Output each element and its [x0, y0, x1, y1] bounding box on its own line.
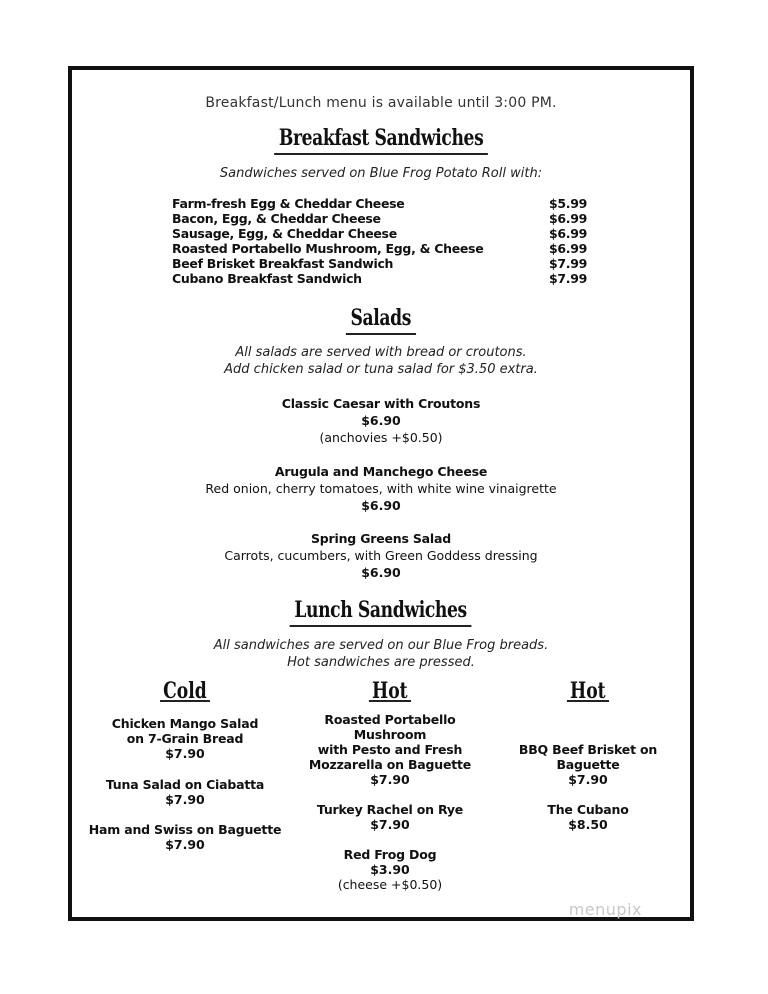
lunch-item-price: $7.90 — [165, 746, 205, 761]
salads-section-title-wrap — [72, 305, 690, 335]
breakfast-item — [172, 271, 588, 286]
column-title: Hot — [567, 684, 609, 702]
lunch-note-1: All sandwiches are served on our Blue Frog breads. — [213, 638, 549, 653]
salad-item-name: Arugula and Manchego Cheese — [274, 464, 488, 479]
menu-frame — [68, 66, 694, 921]
breakfast-item — [172, 241, 588, 256]
lunch-item-name-line2: with Pesto and Fresh — [317, 742, 463, 757]
breakfast-section-title: Breakfast Sandwiches — [274, 125, 488, 155]
breakfast-item-price: $6.99 — [549, 211, 588, 226]
breakfast-section-title-wrap — [72, 125, 690, 155]
breakfast-item-name: Cubano Breakfast Sandwich — [172, 271, 362, 286]
lunch-item-name-line2: on 7-Grain Bread — [126, 731, 244, 746]
breakfast-item — [172, 256, 588, 271]
lunch-item-price: $7.90 — [165, 837, 205, 852]
breakfast-item-name: Roasted Portabello Mushroom, Egg, & Cheese — [172, 241, 484, 256]
lunch-item-price: $3.90 — [370, 862, 410, 877]
lunch-item-name: Roasted Portabello Mushroom — [324, 712, 456, 742]
salad-item — [72, 395, 690, 446]
breakfast-item-price: $6.99 — [549, 226, 588, 241]
breakfast-item-price: $6.99 — [549, 241, 588, 256]
salad-item-description: Carrots, cucumbers, with Green Goddess dressing — [224, 548, 538, 563]
lunch-section-title-wrap — [72, 597, 690, 627]
breakfast-item — [172, 226, 588, 241]
lunch-item-price: $8.50 — [568, 817, 608, 832]
salads-section-title: Salads — [346, 305, 416, 335]
lunch-section-title: Lunch Sandwiches — [290, 597, 472, 627]
lunch-item-price: $7.90 — [568, 772, 608, 787]
salad-item-extra: (anchovies +$0.50) — [319, 430, 443, 445]
salad-item — [72, 530, 690, 581]
breakfast-item-price: $5.99 — [549, 196, 588, 211]
lunch-item-name: Turkey Rachel on Rye — [316, 802, 464, 817]
lunch-item-price: $7.90 — [370, 817, 410, 832]
lunch-item-price: $7.90 — [165, 792, 205, 807]
breakfast-item-price: $7.99 — [549, 256, 588, 271]
salad-item-price: $6.90 — [361, 413, 401, 428]
lunch-column-cold — [85, 678, 285, 852]
salad-item-price: $6.90 — [361, 498, 401, 513]
breakfast-item-name: Sausage, Egg, & Cheddar Cheese — [172, 226, 397, 241]
breakfast-item-price: $7.99 — [549, 271, 588, 286]
salad-item-description: Red onion, cherry tomatoes, with white wine vinaigrette — [205, 481, 557, 496]
lunch-item-name-line3: Mozzarella on Baguette — [308, 757, 472, 772]
availability-notice: Breakfast/Lunch menu is available until 3:00 PM. — [205, 95, 557, 111]
salad-item — [72, 463, 690, 514]
menupix-watermark: menupix — [568, 900, 642, 919]
salad-item-price: $6.90 — [361, 565, 401, 580]
lunch-item-name: The Cubano — [547, 802, 629, 817]
lunch-item-name: Chicken Mango Salad — [111, 716, 259, 731]
lunch-item-name: Red Frog Dog — [343, 847, 437, 862]
lunch-item-price: $7.90 — [370, 772, 410, 787]
breakfast-item-name: Farm-fresh Egg & Cheddar Cheese — [172, 196, 405, 211]
lunch-column-hot-2 — [488, 678, 688, 832]
salad-item-name: Classic Caesar with Croutons — [281, 396, 481, 411]
lunch-item-name: BBQ Beef Brisket on Baguette — [518, 742, 658, 772]
breakfast-item — [172, 211, 588, 226]
salads-note-2: Add chicken salad or tuna salad for $3.50 extra. — [224, 362, 538, 377]
lunch-item-name: Tuna Salad on Ciabatta — [105, 777, 265, 792]
lunch-note-2: Hot sandwiches are pressed. — [287, 655, 475, 670]
breakfast-item-name: Beef Brisket Breakfast Sandwich — [172, 256, 394, 271]
column-title: Hot — [369, 684, 411, 702]
lunch-column-hot-1 — [290, 678, 490, 892]
lunch-item-name: Ham and Swiss on Baguette — [88, 822, 282, 837]
lunch-item-extra: (cheese +$0.50) — [337, 877, 443, 892]
salads-note-1: All salads are served with bread or croutons. — [235, 345, 527, 360]
column-title: Cold — [160, 684, 210, 702]
salad-item-name: Spring Greens Salad — [311, 531, 451, 546]
breakfast-item-name: Bacon, Egg, & Cheddar Cheese — [172, 211, 381, 226]
breakfast-item — [172, 196, 588, 211]
breakfast-subtitle: Sandwiches served on Blue Frog Potato Roll with: — [219, 166, 543, 181]
